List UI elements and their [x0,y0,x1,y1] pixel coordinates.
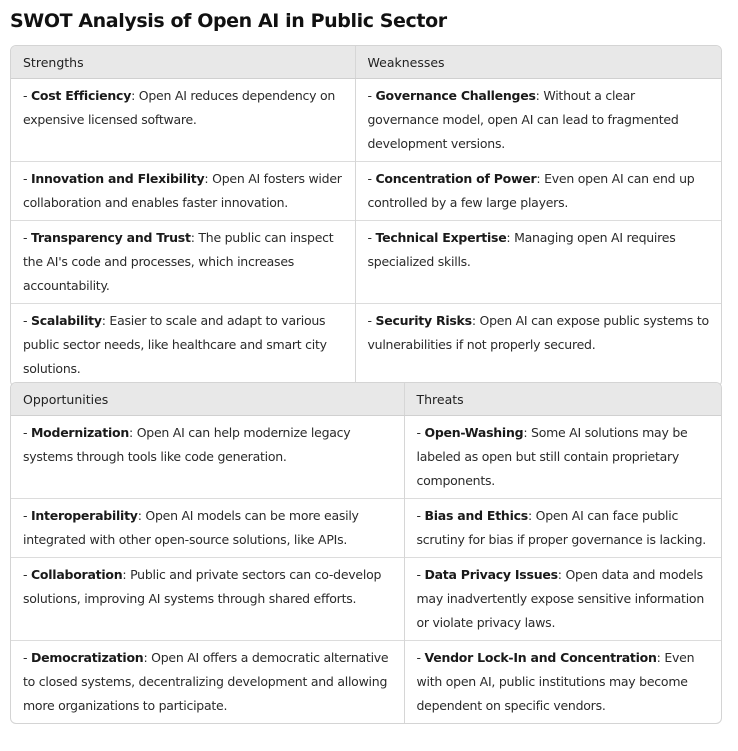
table-header-row [11,383,721,416]
table-row [11,221,721,304]
table-cell: - Concentration of Power: Even open AI can end up controlled by a few large players. [355,162,721,221]
table-header-row [11,46,721,79]
table-row [11,304,721,387]
header-threats: Threats [404,383,721,416]
table-cell: - Cost Efficiency: Open AI reduces dependency on expensive licensed software. [23,88,336,127]
table-row [11,558,721,641]
opportunities-threats-table [10,382,722,724]
table-cell: - Modernization: Open AI can help modernize legacy systems through tools like code generation. [23,425,351,464]
table-cell: - Bias and Ethics: Open AI can face public scrutiny for bias if proper governance is lacking. [404,499,721,558]
page-title: SWOT Analysis of Open AI in Public Sector [10,10,447,32]
table-row [11,162,721,221]
table-cell: - Governance Challenges: Without a clear governance model, open AI can lead to fragmented development versions. [355,79,721,162]
strengths-weaknesses-table [10,45,722,387]
header-weaknesses: Weaknesses [355,46,721,79]
table-cell: - Transparency and Trust: The public can inspect the AI's code and processes, which increases accountability. [11,221,355,304]
table-cell: - Open-Washing: Some AI solutions may be labeled as open but still contain proprietary components. [404,416,721,499]
table-cell: - Democratization: Open AI offers a democratic alternative to closed systems, decentralizing development and allowing more organizations to participate. [11,641,404,724]
table-row [11,79,721,162]
table-cell: - Technical Expertise: Managing open AI requires specialized skills. [355,221,721,304]
table-cell: - Interoperability: Open AI models can be more easily integrated with other open-source solutions, like APIs. [11,499,404,558]
header-strengths: Strengths [11,46,355,79]
header-opportunities: Opportunities [11,383,404,416]
table-cell: - Security Risks: Open AI can expose public systems to vulnerabilities if not properly secured. [355,304,721,387]
table-row [11,499,721,558]
table-cell: - Vendor Lock-In and Concentration: Even with open AI, public institutions may become dependent on specific vendors. [404,641,721,724]
table-cell: - Collaboration: Public and private sectors can co-develop solutions, improving AI systems through shared efforts. [11,558,404,641]
table-row [11,416,721,499]
table-cell: - Innovation and Flexibility: Open AI fosters wider collaboration and enables faster innovation. [11,162,355,221]
table-cell: - Data Privacy Issues: Open data and models may inadvertently expose sensitive information or violate privacy laws. [404,558,721,641]
table-row [11,641,721,724]
table-cell: - Scalability: Easier to scale and adapt to various public sector needs, like healthcare and smart city solutions. [11,304,355,387]
